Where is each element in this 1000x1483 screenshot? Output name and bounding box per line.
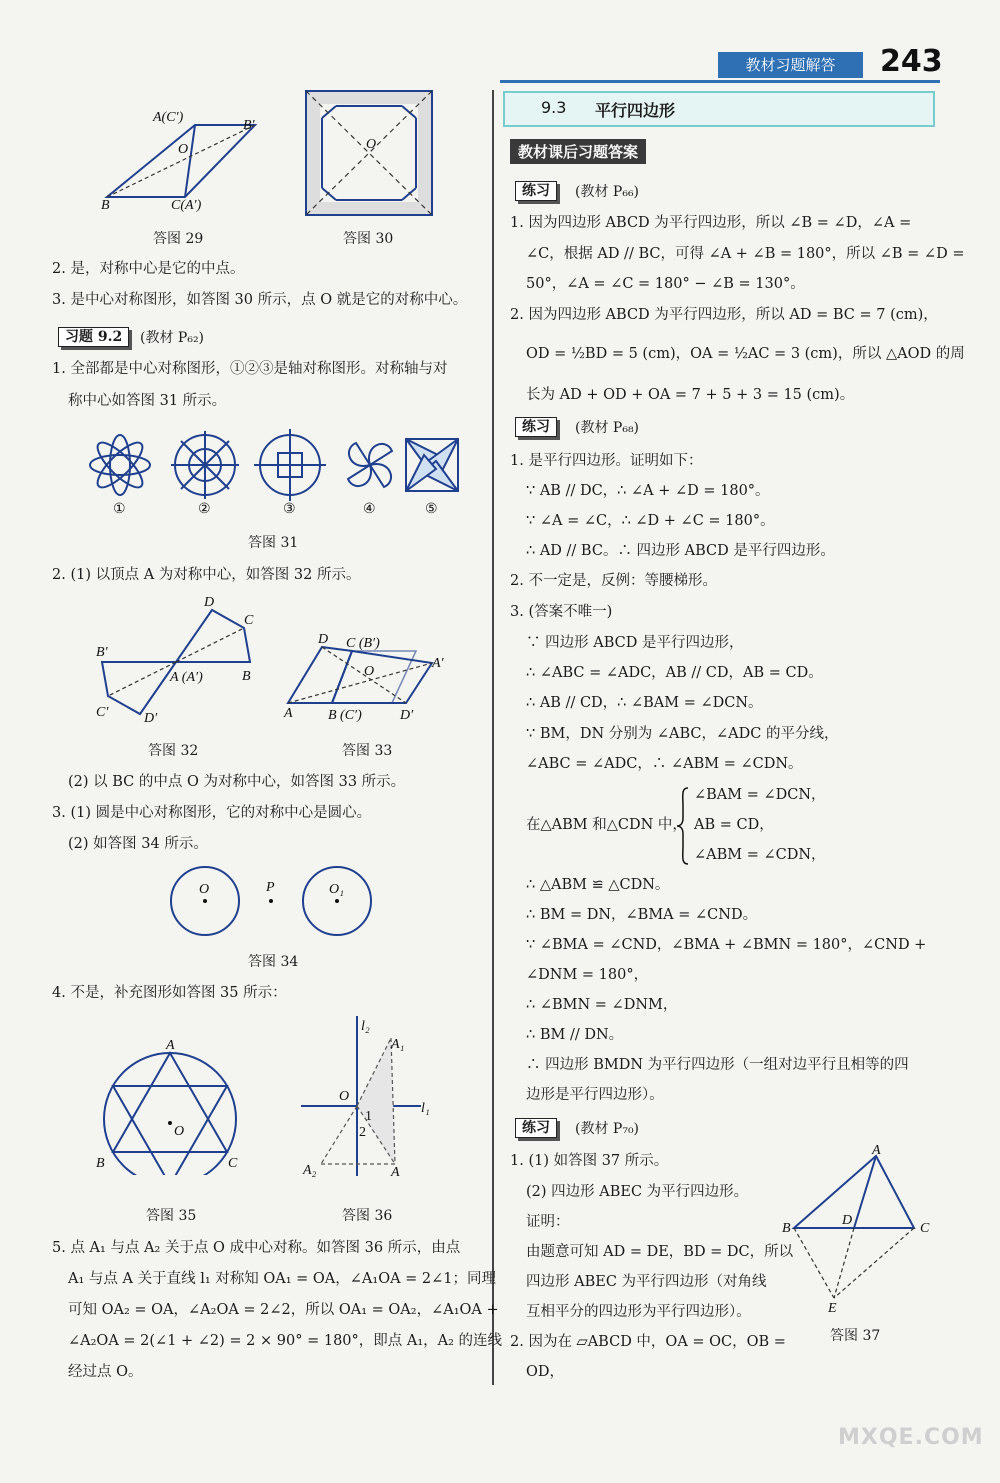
figure-37 [778,1140,938,1315]
fig30-caption: 答图 30 [343,231,394,247]
fig29-label-b1: B′ [243,118,255,133]
fig31-num-1: ① [113,502,126,517]
fig37-label-b: B [782,1221,791,1236]
right-text-line: 3. (答案不唯一) [510,604,613,620]
fig31-num-2: ② [198,502,211,517]
right-text-line: 2. 不一定是，反例：等腰梯形。 [510,573,717,589]
fig36-caption: 答图 36 [342,1208,393,1224]
fig32-label-b1: B′ [96,645,108,660]
section-number: 9.3 [541,98,567,117]
figure-31-shape-5 [406,439,458,491]
right-text-line: ∴ △ABM ≌ △CDN。 [526,877,670,893]
exercise-tag-9-2: 习题 9.2 [58,327,129,347]
right-text-line: 1. (1) 如答图 37 所示。 [510,1153,669,1169]
curly-brace [676,786,690,866]
figure-29 [95,105,280,215]
fig37-label-d: D [842,1213,853,1228]
left-text-line: 2. (1) 以顶点 A 为对称中心，如答图 32 所示。 [52,567,361,583]
fig30-label-o: O [366,137,377,152]
right-text-line: 四边形 ABEC 为平行四边形（对角线 [526,1274,767,1290]
fig36-label-a: A [391,1165,400,1180]
fig34-label-o: O [199,882,210,897]
fig32-caption: 答图 32 [148,743,199,759]
fig33-label-a: A [284,706,293,721]
practice-tag-note: (教材 P₆₆) [575,184,640,200]
header-rule [500,80,940,83]
fig36-label-l1: l₁ [421,1101,430,1116]
fig32-label-a: A (A′) [170,670,203,685]
fig31-num-3: ③ [283,502,296,517]
left-text-line: 称中心如答图 31 所示。 [68,393,227,409]
fig31-num-5: ⑤ [425,502,438,517]
fig33-label-d: D [318,632,329,647]
brace-line: AB = CD， [694,817,774,833]
right-text-line: ∴ ∠ABC = ∠ADC，AB // CD，AB = CD。 [526,665,823,681]
right-text-line: ∵ AB // DC，∴ ∠A + ∠D = 180°。 [526,483,770,499]
fig37-label-e: E [828,1301,837,1315]
figure-31-shape-2 [171,431,239,499]
figure-31-shape-1 [90,435,150,495]
right-text-line: ∵ ∠A = ∠C，∴ ∠D + ∠C = 180°。 [526,513,775,529]
figure-34 [165,865,380,940]
fig37-caption: 答图 37 [830,1328,881,1344]
brace-line: ∠ABM = ∠CDN， [694,847,826,863]
fig29-label-b: B [101,198,110,213]
right-text-line: 长为 AD + OD + OA = 7 + 5 + 3 = 15 (cm)。 [526,387,855,403]
left-text-line: 经过点 O。 [68,1364,143,1380]
left-text-line: 1. 全部都是中心对称图形，①②③是轴对称图形。对称轴与对 [52,361,448,377]
practice-tag: 练习 [515,1118,557,1138]
fig33-label-c: C (B′) [346,636,380,651]
figure-31-shape-4 [348,443,392,487]
right-text-line: (2) 四边形 ABEC 为平行四边形。 [526,1184,749,1200]
right-text-line: ∠C，根据 AD // BC，可得 ∠A + ∠B = 180°，所以 ∠B = ∠D = [526,246,965,262]
right-text-line: OD， [526,1364,565,1380]
practice-tag-note: (教材 P₆₈) [575,420,640,436]
figure-31-shape-3 [254,429,326,501]
left-text-line: (2) 如答图 34 所示。 [68,836,208,852]
page-number: 243 [880,44,943,79]
fig35-label-b: B [96,1156,105,1171]
section-title-box [503,91,935,127]
practice-tag-note: (教材 P₇₀) [575,1121,640,1137]
left-text-line: 5. 点 A₁ 与点 A₂ 关于点 O 成中心对称。如答图 36 所示，由点 [52,1240,461,1256]
right-text-line: 2. 因为四边形 ABCD 为平行四边形，所以 AD = BC = 7 (cm)， [510,307,938,323]
right-text-line: ∵ 四边形 ABCD 是平行四边形， [526,635,744,651]
fig34-label-p: P [266,880,275,895]
fig34-label-o1: O₁ [329,882,344,897]
fig36-label-o: O [339,1089,350,1104]
fig35-label-o: O [174,1124,185,1139]
exercise-tag-note: (教材 P₆₂) [140,330,205,346]
fig29-caption: 答图 29 [153,231,204,247]
fig37-label-c: C [920,1221,930,1236]
fig33-label-a1: A′ [432,656,444,671]
fig29-label-a: A(C′) [153,110,184,125]
right-text-line: ∴ AB // CD，∴ ∠BAM = ∠DCN。 [526,695,763,711]
fig35-label-a: A [166,1038,175,1053]
right-text-line: 1. 是平行四边形。证明如下： [510,453,703,469]
fig29-label-c: C(A′) [171,198,202,213]
right-text-line: ∴ AD // BC。∴ 四边形 ABCD 是平行四边形。 [526,543,835,559]
right-text-line: ∵ ∠BMA = ∠CND，∠BMA + ∠BMN = 180°，∠CND + [526,937,927,953]
right-text-line: 互相平分的四边形为平行四边形）。 [526,1304,751,1320]
figure-35 [92,1035,252,1175]
right-text-line: ∴ 四边形 BMDN 为平行四边形（一组对边平行且相等的四 [526,1057,909,1073]
figure-31 [80,425,475,520]
fig33-label-o: O [364,664,375,679]
right-text-line: 1. 因为四边形 ABCD 为平行四边形，所以 ∠B = ∠D，∠A = [510,215,912,231]
left-text-line: 4. 不是，补充图形如答图 35 所示： [52,985,287,1001]
right-text-line: ∵ BM，DN 分别为 ∠ABC，∠ADC 的平分线， [526,726,839,742]
left-text-line: A₁ 与点 A 关于直线 l₁ 对称知 OA₁ = OA，∠A₁OA = 2∠1；同理 [68,1271,497,1287]
left-text-line: (2) 以 BC 的中点 O 为对称中心，如答图 33 所示。 [68,774,406,790]
watermark: MXQE.COM [838,1425,984,1450]
left-text-line: 3. 是中心对称图形，如答图 30 所示，点 O 就是它的对称中心。 [52,292,468,308]
column-divider [492,90,494,1385]
fig36-label-l2: l₂ [361,1019,370,1034]
right-text-line: ∴ BM = DN，∠BMA = ∠CND。 [526,907,758,923]
fig32-label-c1: C′ [96,705,109,720]
right-text-line: 2. 因为在 ▱ABCD 中，OA = OC，OB = [510,1334,786,1350]
fig34-caption: 答图 34 [248,954,299,970]
figure-32 [90,590,270,730]
fig33-caption: 答图 33 [342,743,393,759]
figure-33 [280,625,455,730]
right-text-line: ∴ ∠BMN = ∠DNM， [526,997,678,1013]
brace-prefix: 在△ABM 和△CDN 中， [526,817,687,833]
section-name: 平行四边形 [595,101,676,120]
fig31-caption: 答图 31 [248,535,299,551]
right-text-line: ∴ BM // DN。 [526,1027,624,1043]
right-text-line: ∠DNM = 180°， [526,967,649,983]
fig35-caption: 答图 35 [146,1208,197,1224]
fig32-label-c: C [244,613,254,628]
fig36-label-a2: A₂ [303,1163,317,1178]
fig31-num-4: ④ [363,502,376,517]
left-text-line: 可知 OA₂ = OA，∠A₂OA = 2∠2，所以 OA₁ = OA₂，∠A₁OA + [68,1302,499,1318]
fig36-label-1: 1 [365,1109,372,1124]
right-text-line: ∠ABC = ∠ADC，∴ ∠ABM = ∠CDN。 [526,756,803,772]
fig35-label-c: C [228,1156,238,1171]
fig37-label-a: A [872,1143,881,1158]
fig32-label-d1: D′ [144,711,158,726]
right-text-line: 边形是平行四边形）。 [526,1087,664,1103]
practice-tag: 练习 [515,181,557,201]
left-text-line: 2. 是，对称中心是它的中点。 [52,261,245,277]
section-header-bar: 教材习题解答 [718,52,863,78]
fig36-label-2: 2 [359,1125,366,1140]
fig32-label-b: B [242,669,251,684]
fig33-label-b: B (C′) [328,708,362,723]
answers-band: 教材课后习题答案 [510,139,646,164]
fig33-label-d1: D′ [400,708,414,723]
figure-30 [300,88,440,218]
fig32-label-d: D [204,595,215,610]
right-text-line: OD = ½BD = 5 (cm)，OA = ½AC = 3 (cm)，所以 △AOD 的周 [526,346,965,362]
right-text-line: 由题意可知 AD = DE，BD = DC，所以 [526,1244,794,1260]
brace-line: ∠BAM = ∠DCN， [694,787,826,803]
right-text-line: 50°，∠A = ∠C = 180° − ∠B = 130°。 [526,276,805,292]
left-text-line: ∠A₂OA = 2(∠1 + ∠2) = 2 × 90° = 180°，即点 A₁，A₂ 的连线 [68,1333,503,1349]
left-text-line: 3. (1) 圆是中心对称图形，它的对称中心是圆心。 [52,805,372,821]
figure-36 [295,1008,445,1183]
practice-tag: 练习 [515,417,557,437]
right-text-line: 证明： [526,1214,570,1230]
fig29-label-o: O [178,142,189,157]
fig36-label-a1: A₁ [391,1037,405,1052]
